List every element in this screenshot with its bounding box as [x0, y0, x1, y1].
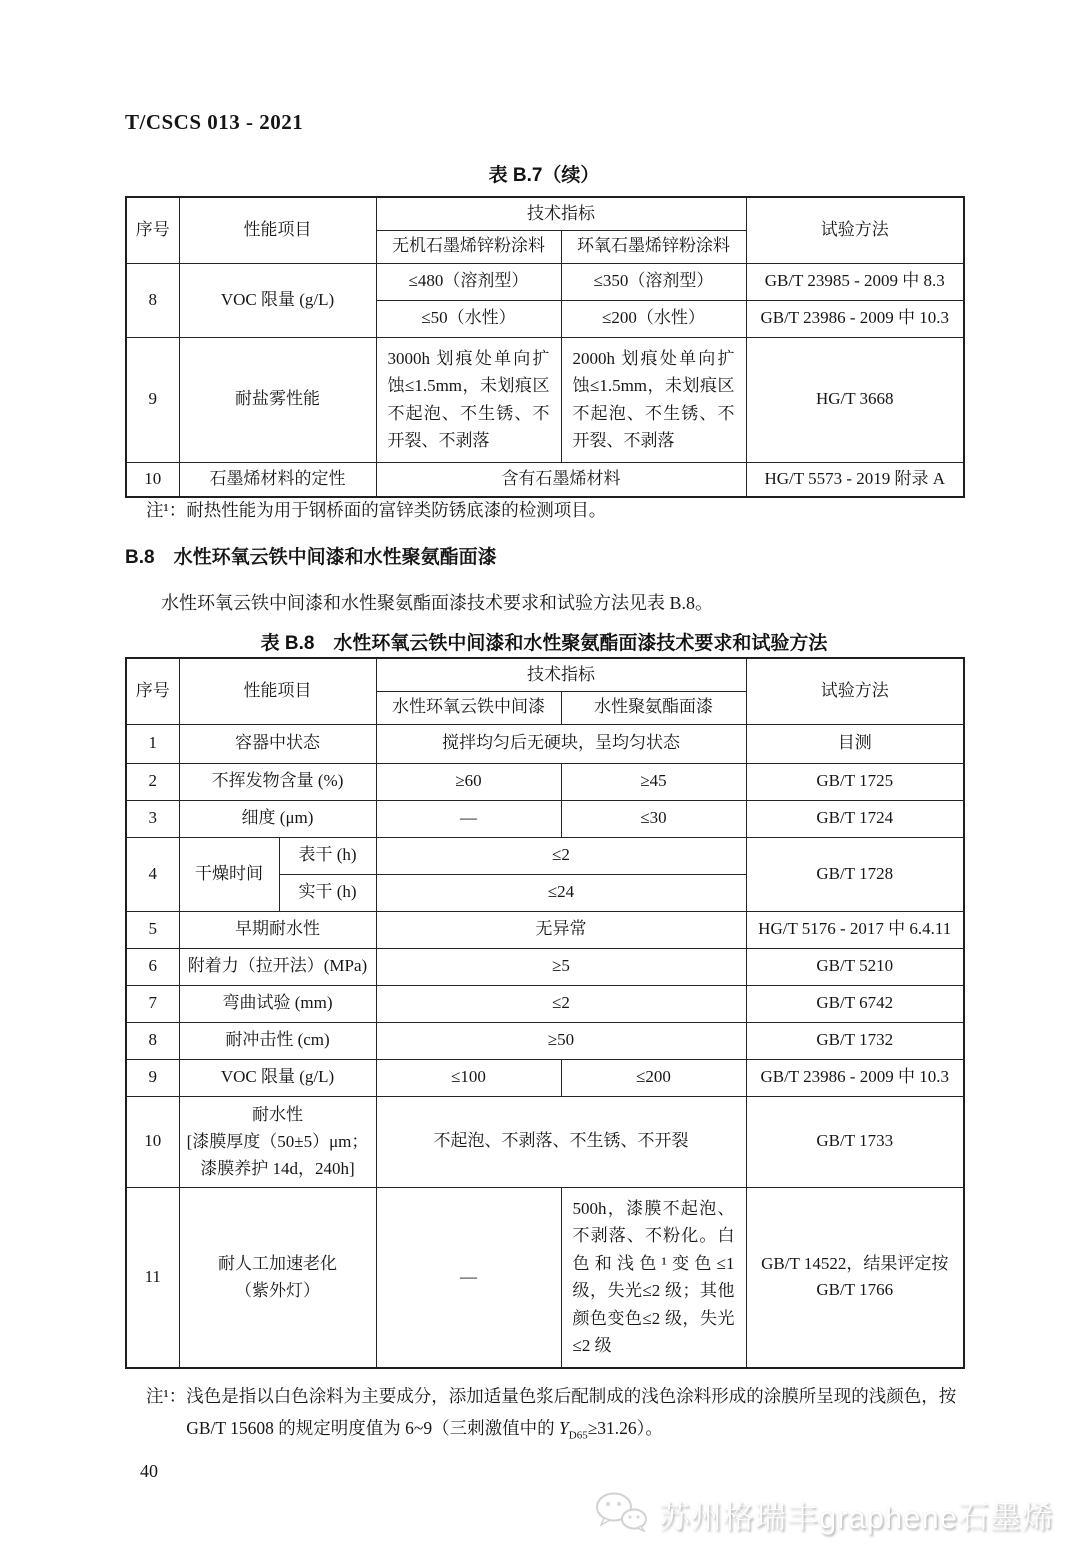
- b8-row6: [126, 948, 964, 985]
- b8-row11-method: GB/T 14522，结果评定按 GB/T 1766: [746, 1187, 964, 1368]
- note-body: [186, 1380, 956, 1446]
- b8-row2-method: GB/T 1725: [746, 763, 964, 800]
- b8-row3-item: 细度 (μm): [179, 800, 376, 837]
- b8-header-ind2: 水性聚氨酯面漆: [561, 691, 746, 724]
- b7-header-indicator: 技术指标: [376, 197, 746, 230]
- b8-row11-no: 11: [126, 1187, 179, 1368]
- b7-row9-ind2: 2000h 划痕处单向扩蚀≤1.5mm，未划痕区不起泡、不生锈、不开裂、不剥落: [561, 337, 746, 462]
- b8-row10-value: 不起泡、不剥落、不生锈、不开裂: [376, 1096, 746, 1187]
- b7-row9: [126, 337, 964, 462]
- section-b8-intro: 水性环氧云铁中间漆和水性聚氨酯面漆技术要求和试验方法见表 B.8。: [161, 593, 714, 613]
- b8-row6-value: ≥5: [376, 948, 746, 985]
- b7-row9-method: HG/T 3668: [746, 337, 964, 462]
- b8-row9-item: VOC 限量 (g/L): [179, 1059, 376, 1096]
- b8-row11-ind1: —: [376, 1187, 561, 1368]
- b8-row2-ind1: ≥60: [376, 763, 561, 800]
- b8-row4-sub2-value: ≤24: [376, 874, 746, 911]
- b7-row9-ind1: 3000h 划痕处单向扩蚀≤1.5mm，未划痕区不起泡、不生锈、不开裂、不剥落: [376, 337, 561, 462]
- b8-row4-sub1-value: ≤2: [376, 837, 746, 874]
- b7-row10-value: 含有石墨烯材料: [376, 462, 746, 497]
- b8-row3-ind2: ≤30: [561, 800, 746, 837]
- b8-header-no: 序号: [126, 658, 179, 724]
- note-prefix: 注¹：: [146, 1386, 187, 1406]
- b8-row4-sub2-label: 实干 (h): [279, 874, 376, 911]
- note-variable: Y: [559, 1418, 569, 1439]
- b8-row7-value: ≤2: [376, 985, 746, 1022]
- b8-row9-ind1: ≤100: [376, 1059, 561, 1096]
- b8-row1-no: 1: [126, 724, 179, 763]
- table-b7-note: 注¹：耐热性能为用于钢桥面的富锌类防锈底漆的检测项目。: [146, 500, 607, 520]
- b8-row10-no: 10: [126, 1096, 179, 1187]
- b8-row9-method: GB/T 23986 - 2009 中 10.3: [746, 1059, 964, 1096]
- b8-row11-item-line1: 耐人工加速老化: [218, 1253, 337, 1273]
- b7-header-ind1: 无机石墨烯锌粉涂料: [376, 230, 561, 263]
- b7-row8-sub1-ind2: ≤350（溶剂型）: [561, 263, 746, 300]
- b7-row10-method: HG/T 5573 - 2019 附录 A: [746, 462, 964, 497]
- b8-row10-item-line2: [漆膜厚度（50±5）μm；漆膜养护 14d，240h]: [186, 1131, 369, 1179]
- table-b7-caption: 表 B.7（续）: [488, 165, 600, 186]
- b7-row9-no: 9: [126, 337, 179, 462]
- b8-row10-item: [179, 1096, 376, 1187]
- b7-row10-no: 10: [126, 462, 179, 497]
- b8-header-method: 试验方法: [746, 658, 964, 724]
- b8-row3-method: GB/T 1724: [746, 800, 964, 837]
- b7-row8-sub2-ind2: ≤200（水性）: [561, 300, 746, 337]
- b8-row2: [126, 763, 964, 800]
- b8-header-row-1: [126, 658, 964, 691]
- b8-row7-method: GB/T 6742: [746, 985, 964, 1022]
- b8-row2-no: 2: [126, 763, 179, 800]
- b7-row8-sub1: [126, 263, 964, 300]
- b8-row4-sub1: [126, 837, 964, 874]
- page-number: 40: [140, 1461, 158, 1481]
- b7-row8-item: VOC 限量 (g/L): [179, 263, 376, 337]
- b8-row11: [126, 1187, 964, 1368]
- table-b8-note: [146, 1380, 974, 1446]
- b8-row9-no: 9: [126, 1059, 179, 1096]
- b8-row1-item: 容器中状态: [179, 724, 376, 763]
- watermark: [593, 1490, 1054, 1539]
- b8-row9-ind2: ≤200: [561, 1059, 746, 1096]
- b8-row5-item: 早期耐水性: [179, 911, 376, 948]
- b8-row6-item: 附着力（拉开法）(MPa): [179, 948, 376, 985]
- b8-row6-method: GB/T 5210: [746, 948, 964, 985]
- b8-row1: [126, 724, 964, 763]
- b7-header-ind2: 环氧石墨烯锌粉涂料: [561, 230, 746, 263]
- section-b8-heading: B.8 水性环氧云铁中间漆和水性聚氨酯面漆: [125, 547, 497, 568]
- b8-row4-method: GB/T 1728: [746, 837, 964, 911]
- wechat-icon: [593, 1490, 649, 1539]
- b8-row11-item-line2: （紫外灯）: [235, 1281, 320, 1301]
- b8-row3: [126, 800, 964, 837]
- b8-row3-no: 3: [126, 800, 179, 837]
- b8-row8-no: 8: [126, 1022, 179, 1059]
- b7-header-row-1: [126, 197, 964, 230]
- b8-row6-no: 6: [126, 948, 179, 985]
- b7-row8-sub2-ind1: ≤50（水性）: [376, 300, 561, 337]
- b7-row10: [126, 462, 964, 497]
- b7-row10-item: 石墨烯材料的定性: [179, 462, 376, 497]
- b8-row1-method: 目测: [746, 724, 964, 763]
- b8-header-ind1: 水性环氧云铁中间漆: [376, 691, 561, 724]
- b8-row8-method: GB/T 1732: [746, 1022, 964, 1059]
- b8-row10-item-line1: 耐水性: [252, 1104, 303, 1124]
- table-b7: [125, 196, 965, 498]
- b8-row8: [126, 1022, 964, 1059]
- b8-row7: [126, 985, 964, 1022]
- b8-row7-no: 7: [126, 985, 179, 1022]
- b8-row5-no: 5: [126, 911, 179, 948]
- note-subscript: D65: [568, 1429, 588, 1442]
- b8-row8-value: ≥50: [376, 1022, 746, 1059]
- b8-row5: [126, 911, 964, 948]
- b7-header-method: 试验方法: [746, 197, 964, 263]
- b7-row8-sub1-method: GB/T 23985 - 2009 中 8.3: [746, 263, 964, 300]
- note-line1: 浅色是指以白色涂料为主要成分，添加适量色浆后配制成的浅色涂料形成的涂膜所呈现的浅颜色，按: [186, 1386, 957, 1406]
- b8-header-item: 性能项目: [179, 658, 376, 724]
- b7-header-no: 序号: [126, 197, 179, 263]
- b7-row8-sub2-method: GB/T 23986 - 2009 中 10.3: [746, 300, 964, 337]
- table-b8: [125, 657, 965, 1369]
- b7-row8-no: 8: [126, 263, 179, 337]
- b8-row10-method: GB/T 1733: [746, 1096, 964, 1187]
- watermark-text: 苏州格瑞丰graphene石墨烯: [658, 1500, 1054, 1535]
- b8-row7-item: 弯曲试验 (mm): [179, 985, 376, 1022]
- b7-row9-item: 耐盐雾性能: [179, 337, 376, 462]
- b8-row3-ind1: —: [376, 800, 561, 837]
- b8-row10: [126, 1096, 964, 1187]
- b7-row8-sub1-ind1: ≤480（溶剂型）: [376, 263, 561, 300]
- note-line2-pre: GB/T 15608 的规定明度值为 6~9（三刺激值中的: [186, 1418, 560, 1439]
- b8-row4-item: 干燥时间: [179, 837, 279, 911]
- b8-row11-ind2: 500h，漆膜不起泡、不剥落、不粉化。白色和浅色¹变色≤1 级，失光≤2 级；其他颜色变色≤2 级，失光≤2 级: [561, 1187, 746, 1368]
- b8-row9: [126, 1059, 964, 1096]
- note-line2-post: ≥31.26）。: [587, 1418, 663, 1439]
- b8-row2-ind2: ≥45: [561, 763, 746, 800]
- b8-row11-item: [179, 1187, 376, 1368]
- b8-header-indicator: 技术指标: [376, 658, 746, 691]
- b8-row2-item: 不挥发物含量 (%): [179, 763, 376, 800]
- table-b8-caption: 表 B.8 水性环氧云铁中间漆和水性聚氨酯面漆技术要求和试验方法: [260, 633, 828, 654]
- b8-row1-value: 搅拌均匀后无硬块，呈均匀状态: [376, 724, 746, 763]
- b8-row5-value: 无异常: [376, 911, 746, 948]
- b8-row5-method: HG/T 5176 - 2017 中 6.4.11: [746, 911, 964, 948]
- b7-header-item: 性能项目: [179, 197, 376, 263]
- b8-row8-item: 耐冲击性 (cm): [179, 1022, 376, 1059]
- doc-code: T/CSCS 013 - 2021: [125, 110, 304, 134]
- b8-row4-sub1-label: 表干 (h): [279, 837, 376, 874]
- b8-row4-no: 4: [126, 837, 179, 911]
